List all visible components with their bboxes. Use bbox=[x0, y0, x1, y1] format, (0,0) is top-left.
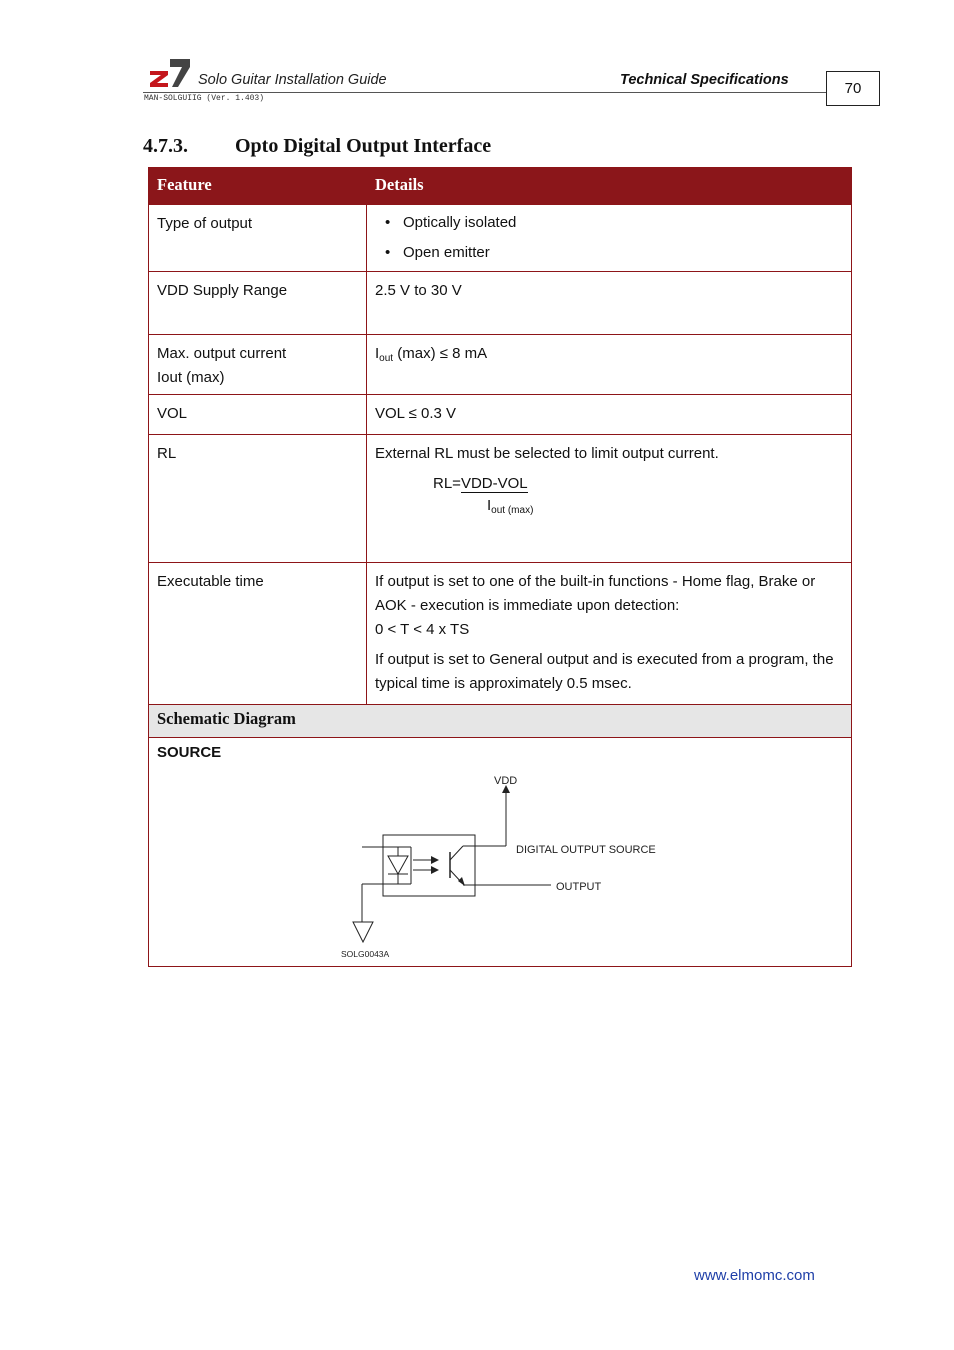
heading-title: Opto Digital Output Interface bbox=[235, 135, 492, 157]
feature-line: Max. output current bbox=[157, 345, 287, 362]
details-cell bbox=[367, 335, 851, 394]
table-row bbox=[149, 562, 851, 704]
document-version: MAN-SOLGUIIG (Ver. 1.403) bbox=[144, 94, 265, 103]
exec-paragraph-1: If output is set to one of the built-in functions - Home flag, Brake or AOK - execution is immediate upon detection: bbox=[375, 573, 816, 614]
table-row bbox=[149, 204, 851, 271]
section-title: Technical Specifications bbox=[620, 72, 789, 88]
elmo-logo bbox=[148, 57, 190, 87]
current-value: (max) ≤ 8 mA bbox=[393, 345, 488, 362]
page-number: 70 bbox=[826, 71, 880, 106]
current-symbol: I bbox=[375, 345, 380, 362]
table-header-row bbox=[149, 168, 851, 204]
output-type-list bbox=[375, 208, 843, 268]
source-label: SOURCE bbox=[157, 744, 222, 761]
header-divider bbox=[143, 92, 827, 93]
feature-cell: VDD Supply Range bbox=[149, 272, 367, 334]
output-label: OUTPUT bbox=[556, 881, 602, 893]
list-item: • Open emitter bbox=[385, 238, 843, 268]
denominator-subscript: out (max) bbox=[491, 505, 534, 516]
details-cell: 2.5 V to 30 V bbox=[375, 282, 462, 299]
spec-table bbox=[148, 167, 852, 967]
table-row bbox=[149, 271, 851, 334]
schematic-header: Schematic Diagram bbox=[157, 709, 296, 728]
digital-output-source-label: DIGITAL OUTPUT SOURCE bbox=[516, 844, 656, 856]
column-header-feature: Feature bbox=[157, 175, 212, 194]
denominator-symbol: I bbox=[487, 497, 492, 514]
table-row bbox=[149, 434, 851, 562]
schematic-header-row bbox=[149, 704, 851, 737]
vdd-label: VDD bbox=[494, 775, 518, 787]
schematic-row bbox=[149, 737, 851, 966]
rl-description: External RL must be selected to limit output current. bbox=[375, 445, 719, 462]
document-title: Solo Guitar Installation Guide bbox=[198, 72, 387, 88]
details-cell bbox=[367, 435, 851, 562]
current-subscript: out bbox=[379, 353, 394, 364]
heading-number: 4.7.3. bbox=[143, 135, 188, 157]
feature-line: Iout (max) bbox=[157, 369, 225, 386]
schematic-diagram bbox=[149, 738, 851, 967]
table-row bbox=[149, 394, 851, 434]
feature-cell: Executable time bbox=[149, 563, 367, 704]
table-row bbox=[149, 334, 851, 394]
details-cell bbox=[367, 205, 851, 271]
exec-paragraph-2: If output is set to General output and is executed from a program, the typical time is approximately 0.5 msec. bbox=[375, 651, 834, 692]
rl-formula bbox=[375, 472, 843, 518]
formula-denominator bbox=[487, 494, 533, 523]
feature-cell: Type of output bbox=[149, 205, 367, 271]
website-link[interactable]: www.elmomc.com bbox=[694, 1267, 815, 1284]
details-cell: VOL ≤ 0.3 V bbox=[375, 405, 457, 422]
feature-cell: RL bbox=[149, 435, 367, 562]
figure-id: SOLG0043A bbox=[341, 949, 390, 959]
feature-cell bbox=[149, 335, 367, 394]
list-item: • Optically isolated bbox=[385, 208, 843, 238]
exec-timing: 0 < T < 4 x TS bbox=[375, 621, 470, 638]
formula-lhs: RL= bbox=[433, 475, 461, 492]
details-cell bbox=[367, 563, 851, 704]
feature-cell: VOL bbox=[149, 395, 367, 434]
column-header-details: Details bbox=[375, 175, 424, 194]
formula-numerator: VDD-VOL bbox=[460, 475, 528, 492]
